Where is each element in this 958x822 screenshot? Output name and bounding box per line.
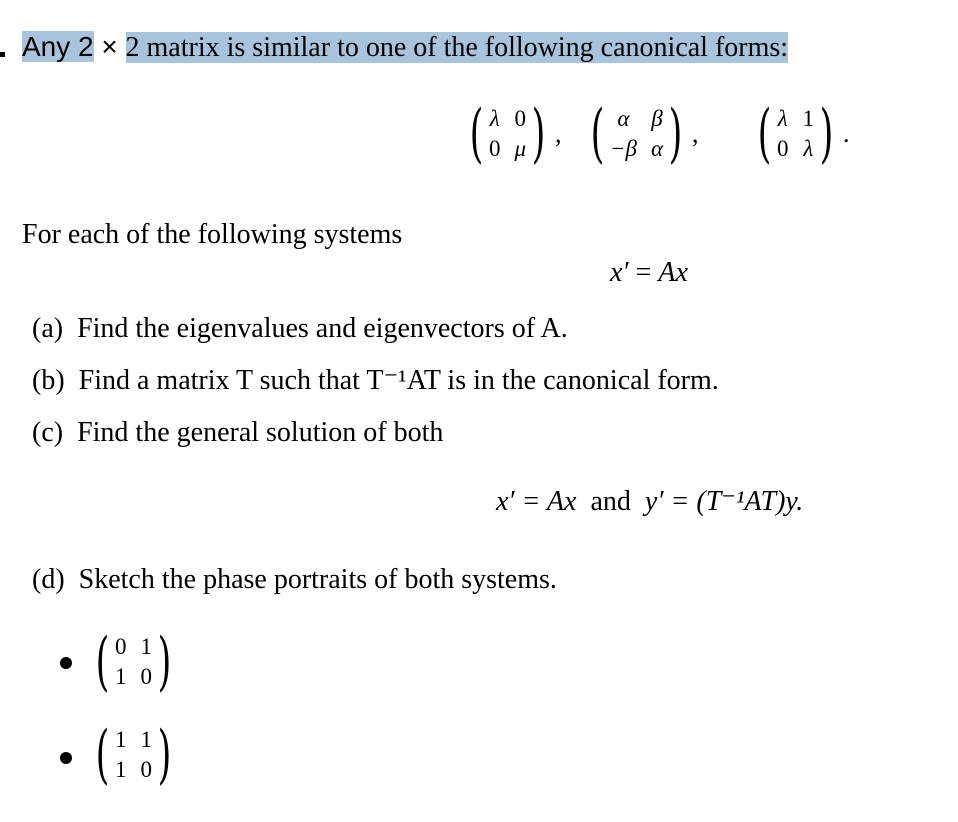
part-d-text: Sketch the phase portraits of both systems. bbox=[78, 564, 557, 595]
part-a-text: Find the eigenvalues and eigenvectors of A. bbox=[77, 313, 568, 344]
canonical-form-1: ( λ 0 0 μ ) , bbox=[469, 97, 562, 171]
part-a bbox=[32, 312, 568, 346]
part-d-label: (d) bbox=[32, 564, 65, 595]
part-b bbox=[32, 364, 719, 398]
bullet-1 bbox=[60, 657, 72, 669]
matrix-1: ( 0 1 1 0 ) bbox=[95, 625, 172, 699]
part-b-label: (b) bbox=[32, 365, 65, 396]
intro-suffix: 2 matrix is similar to one of the following canonical forms: bbox=[125, 32, 789, 63]
part-a-label: (a) bbox=[32, 313, 64, 344]
systems-intro: For each of the following systems bbox=[22, 219, 403, 250]
part-c-text: Find the general solution of both bbox=[77, 417, 444, 448]
combined-equation: x′ = Ax and y′ = (T⁻¹AT)y. bbox=[496, 486, 804, 517]
matrix-2: ( 1 1 1 0 ) bbox=[95, 718, 172, 792]
part-c bbox=[32, 416, 443, 450]
bullet-2 bbox=[60, 752, 72, 764]
intro-prefix: Any 2 bbox=[22, 31, 94, 62]
part-d bbox=[32, 563, 557, 597]
part-b-text: Find a matrix T such that T⁻¹AT is in the canonical form. bbox=[78, 365, 719, 396]
intro-times: × bbox=[101, 31, 118, 62]
canonical-form-3: ( λ 1 0 λ ) . bbox=[757, 97, 850, 171]
problem-number-fragment bbox=[0, 52, 5, 57]
intro-line bbox=[22, 30, 788, 65]
canonical-form-2: ( α β −β α ) , bbox=[590, 97, 699, 171]
system-equation: x′ = Ax bbox=[610, 257, 688, 288]
part-c-label: (c) bbox=[32, 417, 64, 448]
